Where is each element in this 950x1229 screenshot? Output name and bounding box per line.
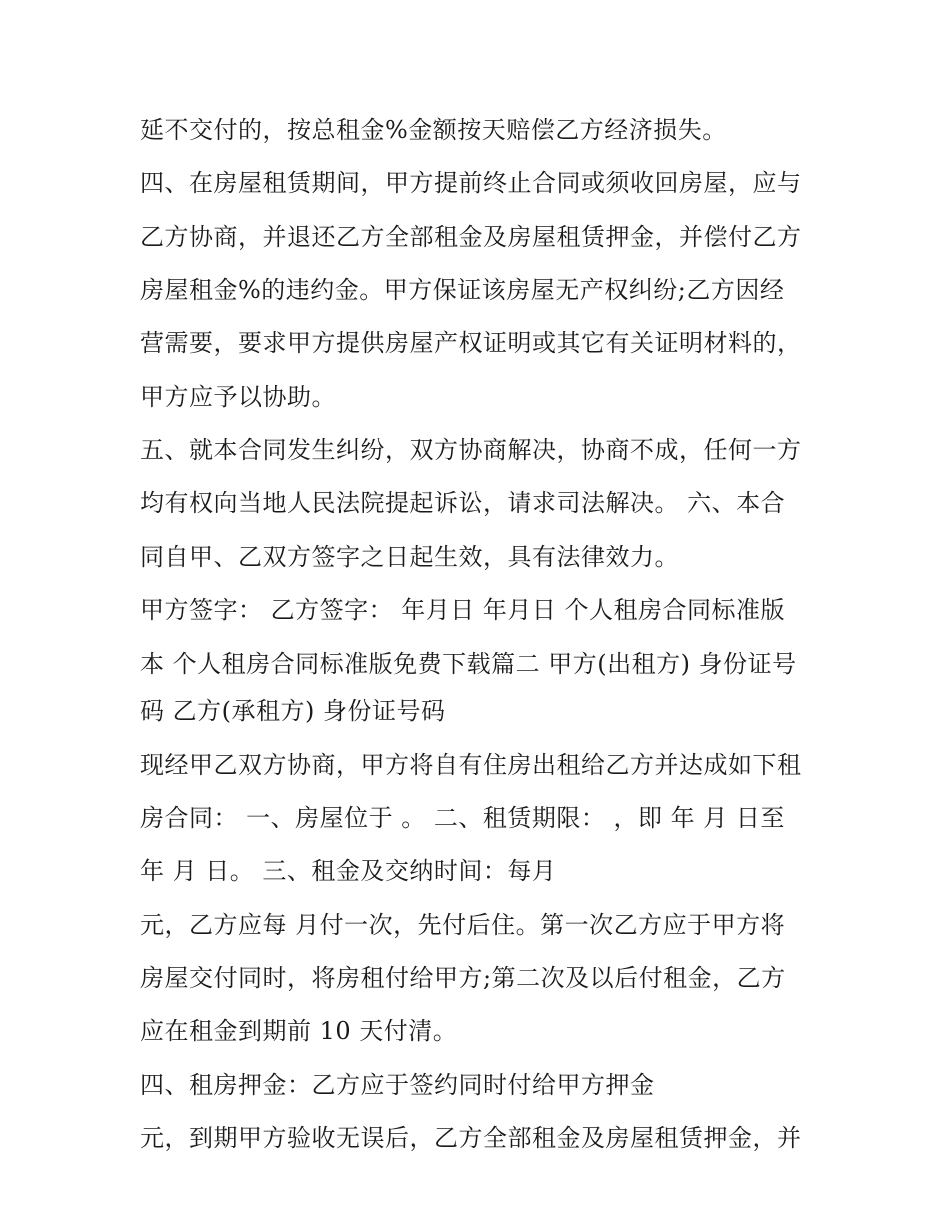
text-line: 年 月 日。 三、租金及交纳时间：每月 xyxy=(140,857,557,885)
text-line: 甲方签字： 乙方签字： 年月日 年月日 个人租房合同标准版 xyxy=(140,596,786,624)
text-line: 四、租房押金：乙方应于签约同时付给甲方押金 xyxy=(140,1071,655,1099)
text-line: 本 个人租房合同标准版免费下载篇二 甲方(出租方) 身份证号 xyxy=(140,650,797,678)
text-line: 均有权向当地人民法院提起诉讼，请求司法解决。 六、本合 xyxy=(140,489,786,517)
text-line: 房屋租金%的违约金。甲方保证该房屋无产权纠纷;乙方因经 xyxy=(140,276,785,304)
text-line: 五、就本合同发生纠纷，双方协商解决，协商不成，任何一方 xyxy=(140,436,802,464)
text-line: 营需要，要求甲方提供房屋产权证明或其它有关证明材料的， xyxy=(140,329,802,357)
text-line: 现经甲乙双方协商，甲方将自有住房出租给乙方并达成如下租 xyxy=(140,751,802,779)
text-line: 元，乙方应每 月付一次，先付后住。第一次乙方应于甲方将 xyxy=(140,911,786,939)
text-line: 应在租金到期前 10 天付清。 xyxy=(140,1017,458,1045)
text-line: 房屋交付同时，将房租付给甲方;第二次及以后付租金，乙方 xyxy=(140,964,786,992)
text-line: 甲方应予以协助。 xyxy=(140,383,336,411)
text-line: 房合同： 一、房屋位于 。 二、租赁期限： ，即 年 月 日至 xyxy=(140,804,785,832)
text-line: 乙方协商，并退还乙方全部租金及房屋租赁押金，并偿付乙方 xyxy=(140,223,802,251)
text-line: 延不交付的，按总租金%金额按天赔偿乙方经济损失。 xyxy=(140,116,727,144)
text-line: 元，到期甲方验收无误后，乙方全部租金及房屋租赁押金，并 xyxy=(140,1124,802,1152)
text-line: 四、在房屋租赁期间，甲方提前终止合同或须收回房屋，应与 xyxy=(140,169,802,197)
text-line: 同自甲、乙双方签字之日起生效，具有法律效力。 xyxy=(140,543,679,571)
text-line: 码 乙方(承租方) 身份证号码 xyxy=(140,697,446,725)
